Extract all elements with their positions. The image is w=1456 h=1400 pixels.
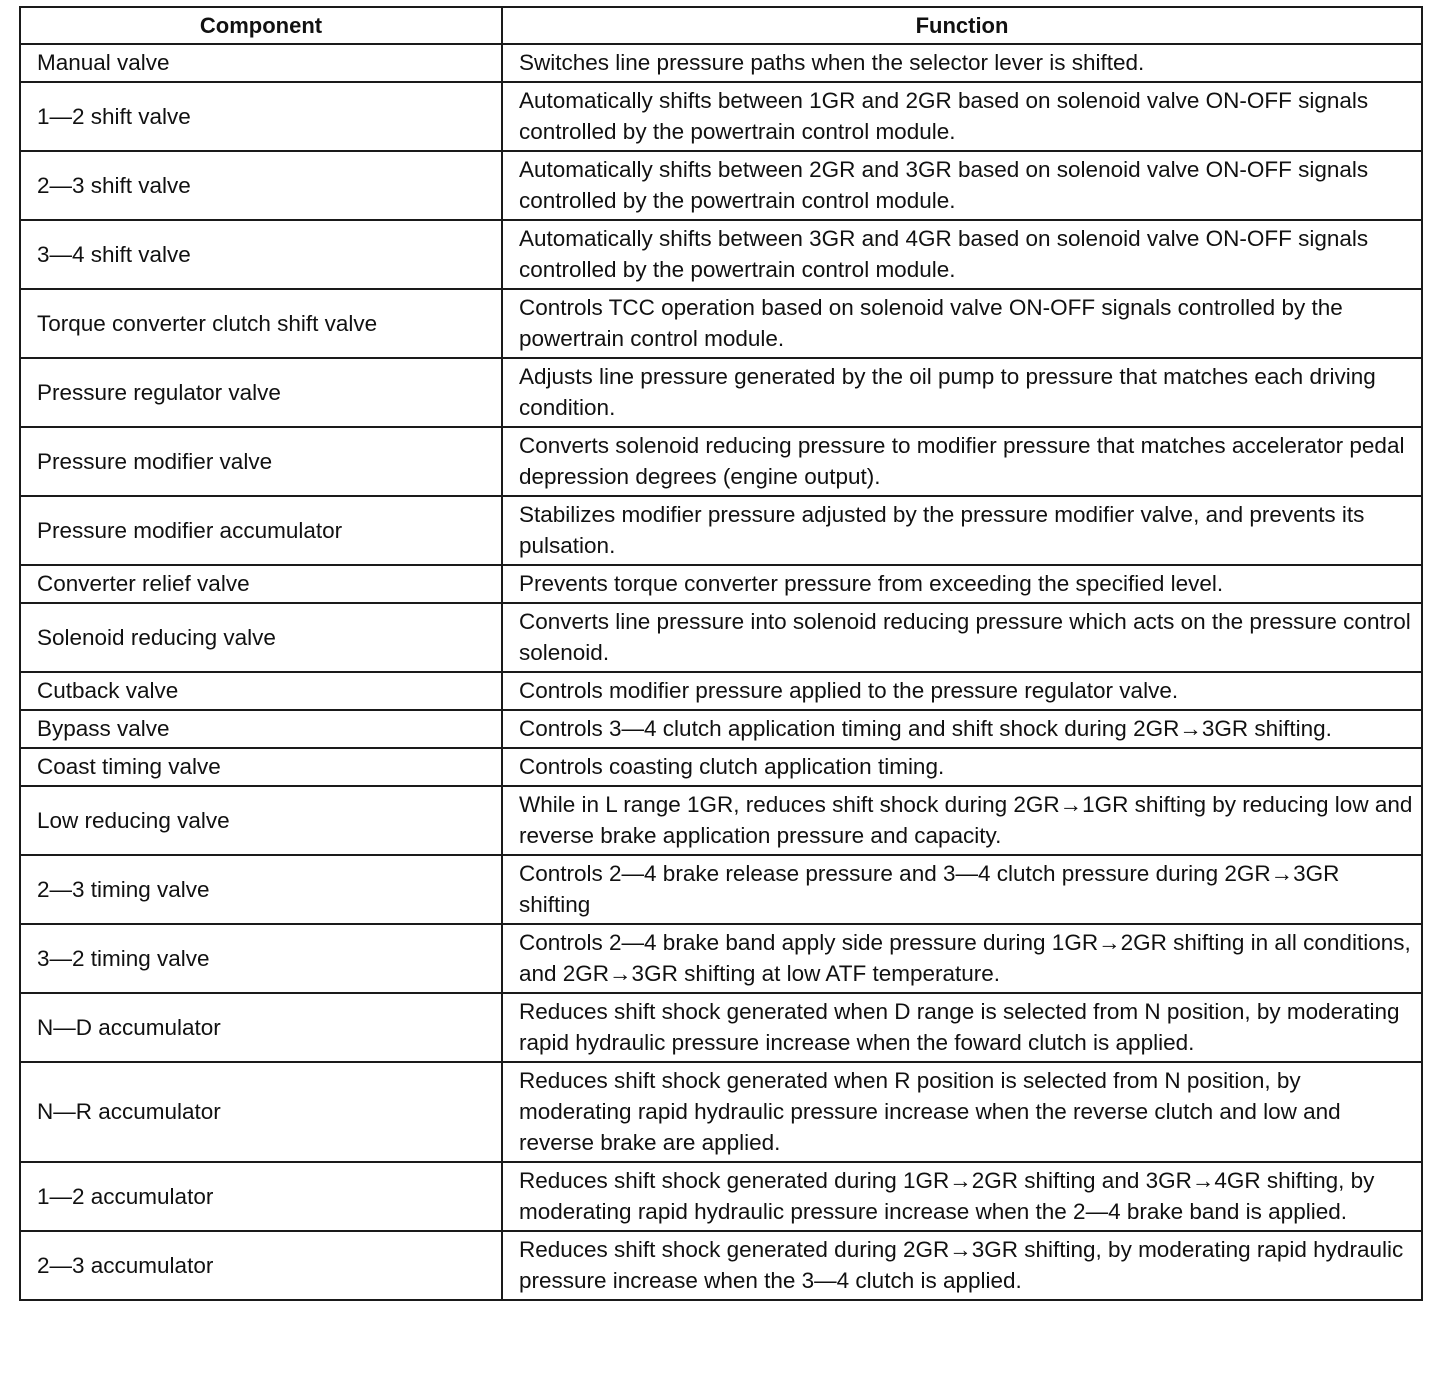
table-row bbox=[20, 786, 1422, 855]
function-cell: Controls modifier pressure applied to the pressure regulator valve. bbox=[502, 672, 1422, 710]
table-header bbox=[20, 7, 1422, 44]
table-row bbox=[20, 1062, 1422, 1162]
table-row bbox=[20, 672, 1422, 710]
component-cell: Cutback valve bbox=[20, 672, 502, 710]
component-cell: 2—3 accumulator bbox=[20, 1231, 502, 1300]
component-function-table-container bbox=[19, 6, 1421, 1301]
header-function: Function bbox=[502, 7, 1422, 44]
component-cell: 2—3 timing valve bbox=[20, 855, 502, 924]
function-cell: Reduces shift shock generated when R position is selected from N position, by moderating rapid hydraulic pressure increase when the reverse clutch and low and reverse brake are applied. bbox=[502, 1062, 1422, 1162]
function-cell: Reduces shift shock generated when D range is selected from N position, by moderating rapid hydraulic pressure increase when the foward clutch is applied. bbox=[502, 993, 1422, 1062]
component-cell: 3—4 shift valve bbox=[20, 220, 502, 289]
table-row bbox=[20, 82, 1422, 151]
table-row bbox=[20, 358, 1422, 427]
function-cell: Controls coasting clutch application timing. bbox=[502, 748, 1422, 786]
header-component: Component bbox=[20, 7, 502, 44]
component-cell: Converter relief valve bbox=[20, 565, 502, 603]
function-cell: Switches line pressure paths when the selector lever is shifted. bbox=[502, 44, 1422, 82]
function-cell: Controls 3—4 clutch application timing and shift shock during 2GR→3GR shifting. bbox=[502, 710, 1422, 748]
component-cell: 1—2 shift valve bbox=[20, 82, 502, 151]
component-cell: N—D accumulator bbox=[20, 993, 502, 1062]
function-cell: Prevents torque converter pressure from exceeding the specified level. bbox=[502, 565, 1422, 603]
function-cell: Stabilizes modifier pressure adjusted by the pressure modifier valve, and prevents its pulsation. bbox=[502, 496, 1422, 565]
component-cell: Torque converter clutch shift valve bbox=[20, 289, 502, 358]
table-row bbox=[20, 603, 1422, 672]
table-row bbox=[20, 289, 1422, 358]
table-row bbox=[20, 220, 1422, 289]
component-cell: N—R accumulator bbox=[20, 1062, 502, 1162]
component-cell: Pressure modifier valve bbox=[20, 427, 502, 496]
table-row bbox=[20, 44, 1422, 82]
component-cell: Low reducing valve bbox=[20, 786, 502, 855]
header-row bbox=[20, 7, 1422, 44]
function-cell: Automatically shifts between 1GR and 2GR based on solenoid valve ON-OFF signals controlled by the powertrain control module. bbox=[502, 82, 1422, 151]
component-cell: Pressure regulator valve bbox=[20, 358, 502, 427]
component-cell: 1—2 accumulator bbox=[20, 1162, 502, 1231]
table-row bbox=[20, 748, 1422, 786]
table-row bbox=[20, 496, 1422, 565]
table-row bbox=[20, 427, 1422, 496]
table-row bbox=[20, 710, 1422, 748]
function-cell: While in L range 1GR, reduces shift shock during 2GR→1GR shifting by reducing low and reverse brake application pressure and capacity. bbox=[502, 786, 1422, 855]
function-cell: Adjusts line pressure generated by the oil pump to pressure that matches each driving condition. bbox=[502, 358, 1422, 427]
table-row bbox=[20, 1231, 1422, 1300]
function-cell: Controls TCC operation based on solenoid valve ON-OFF signals controlled by the powertrain control module. bbox=[502, 289, 1422, 358]
table-row bbox=[20, 993, 1422, 1062]
component-cell: Bypass valve bbox=[20, 710, 502, 748]
component-cell: Coast timing valve bbox=[20, 748, 502, 786]
function-cell: Controls 2—4 brake band apply side pressure during 1GR→2GR shifting in all conditions, and 2GR→3GR shifting at low ATF temperature. bbox=[502, 924, 1422, 993]
table-row bbox=[20, 565, 1422, 603]
function-cell: Controls 2—4 brake release pressure and 3—4 clutch pressure during 2GR→3GR shifting bbox=[502, 855, 1422, 924]
function-cell: Converts solenoid reducing pressure to modifier pressure that matches accelerator pedal depression degrees (engine output). bbox=[502, 427, 1422, 496]
table-body bbox=[20, 44, 1422, 1300]
component-cell: Solenoid reducing valve bbox=[20, 603, 502, 672]
function-cell: Reduces shift shock generated during 1GR→2GR shifting and 3GR→4GR shifting, by moderating rapid hydraulic pressure increase when the 2—4 brake band is applied. bbox=[502, 1162, 1422, 1231]
function-cell: Automatically shifts between 2GR and 3GR based on solenoid valve ON-OFF signals controlled by the powertrain control module. bbox=[502, 151, 1422, 220]
component-cell: 3—2 timing valve bbox=[20, 924, 502, 993]
component-cell: Pressure modifier accumulator bbox=[20, 496, 502, 565]
function-cell: Converts line pressure into solenoid reducing pressure which acts on the pressure control solenoid. bbox=[502, 603, 1422, 672]
component-cell: Manual valve bbox=[20, 44, 502, 82]
component-cell: 2—3 shift valve bbox=[20, 151, 502, 220]
function-cell: Automatically shifts between 3GR and 4GR based on solenoid valve ON-OFF signals controlled by the powertrain control module. bbox=[502, 220, 1422, 289]
table-row bbox=[20, 855, 1422, 924]
function-cell: Reduces shift shock generated during 2GR→3GR shifting, by moderating rapid hydraulic pressure increase when the 3—4 clutch is applied. bbox=[502, 1231, 1422, 1300]
table-row bbox=[20, 1162, 1422, 1231]
component-function-table bbox=[19, 6, 1423, 1301]
table-row bbox=[20, 151, 1422, 220]
table-row bbox=[20, 924, 1422, 993]
